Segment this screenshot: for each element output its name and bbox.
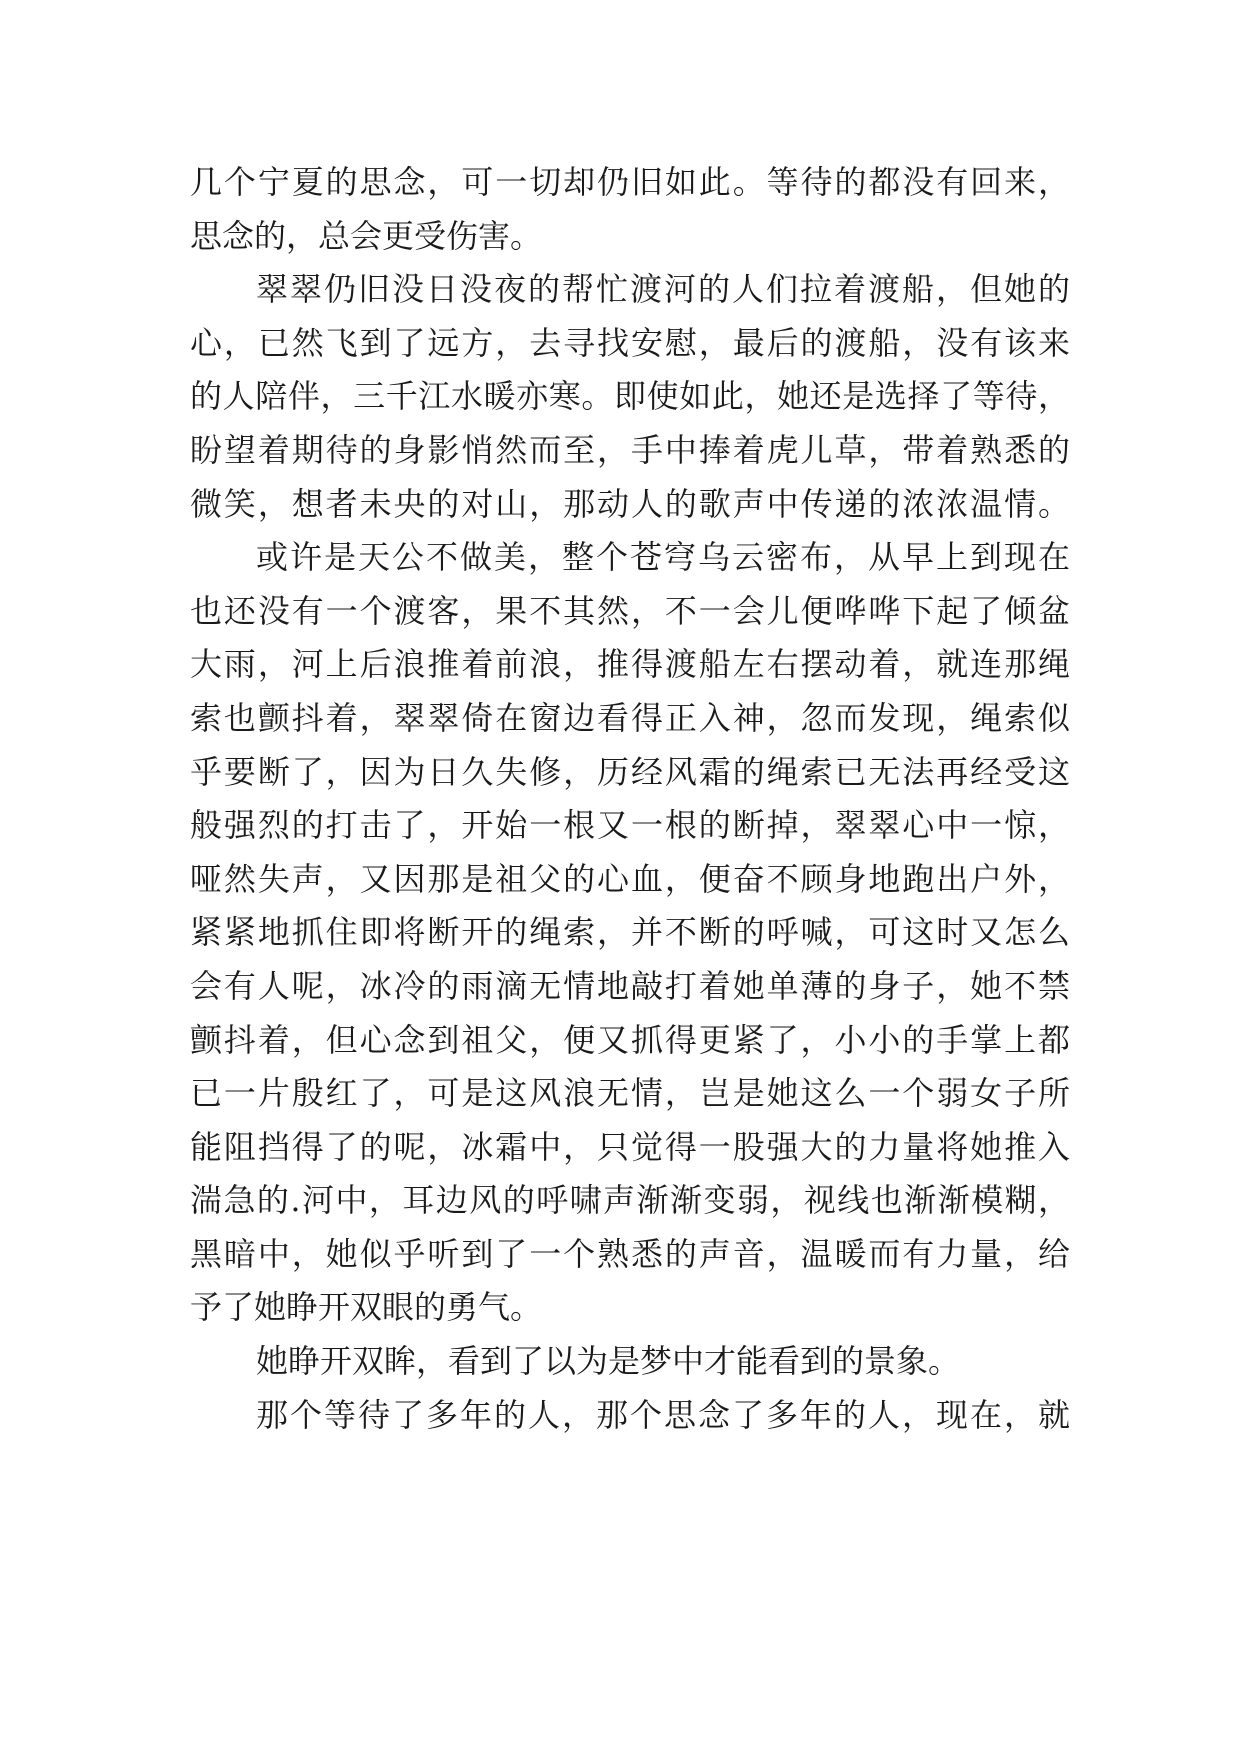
text-line: 盼望着期待的身影悄然而至，手中捧着虎儿草，带着熟悉的 (190, 430, 1070, 469)
text-line: 的人陪伴，三千江水暖亦寒。即使如此，她还是选择了等待， (190, 377, 1070, 416)
text-line: 黑暗中，她似乎听到了一个熟悉的声音，温暖而有力量，给 (190, 1234, 1070, 1273)
text-line: 那个等待了多年的人，那个思念了多年的人，现在，就 (256, 1395, 1070, 1434)
text-line: 也还没有一个渡客，果不其然，不一会儿便哗哗下起了倾盆 (190, 591, 1070, 630)
body-text (190, 156, 1070, 1442)
text-line: 会有人呢，冰冷的雨滴无情地敲打着她单薄的身子，她不禁 (190, 966, 1070, 1005)
text-line: 大雨，河上后浪推着前浪，推得渡船左右摆动着，就连那绳 (190, 645, 1070, 684)
text-line: 乎要断了，因为日久失修，历经风霜的绳索已无法再经受这 (190, 752, 1070, 791)
text-line: 索也颤抖着，翠翠倚在窗边看得正入神，忽而发现，绳索似 (190, 698, 1070, 737)
text-line: 翠翠仍旧没日没夜的帮忙渡河的人们拉着渡船，但她的 (256, 270, 1070, 309)
text-line: 哑然失声，又因那是祖父的心血，便奋不顾身地跑出户外， (190, 859, 1070, 898)
text-line: 心，已然飞到了远方，去寻找安慰，最后的渡船，没有该来 (190, 323, 1070, 362)
text-line: 几个宁夏的思念，可一切却仍旧如此。等待的都没有回来， (190, 163, 1070, 201)
text-line: 予了她睁开双眼的勇气。 (190, 1288, 543, 1327)
text-line: 已一片殷红了，可是这风浪无情，岂是她这么一个弱女子所 (190, 1074, 1070, 1113)
text-line: 或许是天公不做美，整个苍穹乌云密布，从早上到现在 (256, 538, 1070, 577)
text-line: 颤抖着，但心念到祖父，便又抓得更紧了，小小的手掌上都 (190, 1020, 1070, 1059)
text-line: 思念的，总会更受伤害。 (190, 216, 543, 255)
text-line: 湍急的.河中，耳边风的呼啸声渐渐变弱，视线也渐渐模糊， (190, 1181, 1070, 1220)
text-line: 微笑，想者未央的对山，那动人的歌声中传递的浓浓温情。 (190, 484, 1070, 523)
text-line: 能阻挡得了的呢，冰霜中，只觉得一股强大的力量将她推入 (190, 1127, 1070, 1166)
text-line: 紧紧地抓住即将断开的绳索，并不断的呼喊，可这时又怎么 (190, 913, 1070, 952)
text-line: 般强烈的打击了，开始一根又一根的断掉，翠翠心中一惊， (190, 806, 1070, 845)
text-line: 她睁开双眸，看到了以为是梦中才能看到的景象。 (256, 1342, 961, 1381)
